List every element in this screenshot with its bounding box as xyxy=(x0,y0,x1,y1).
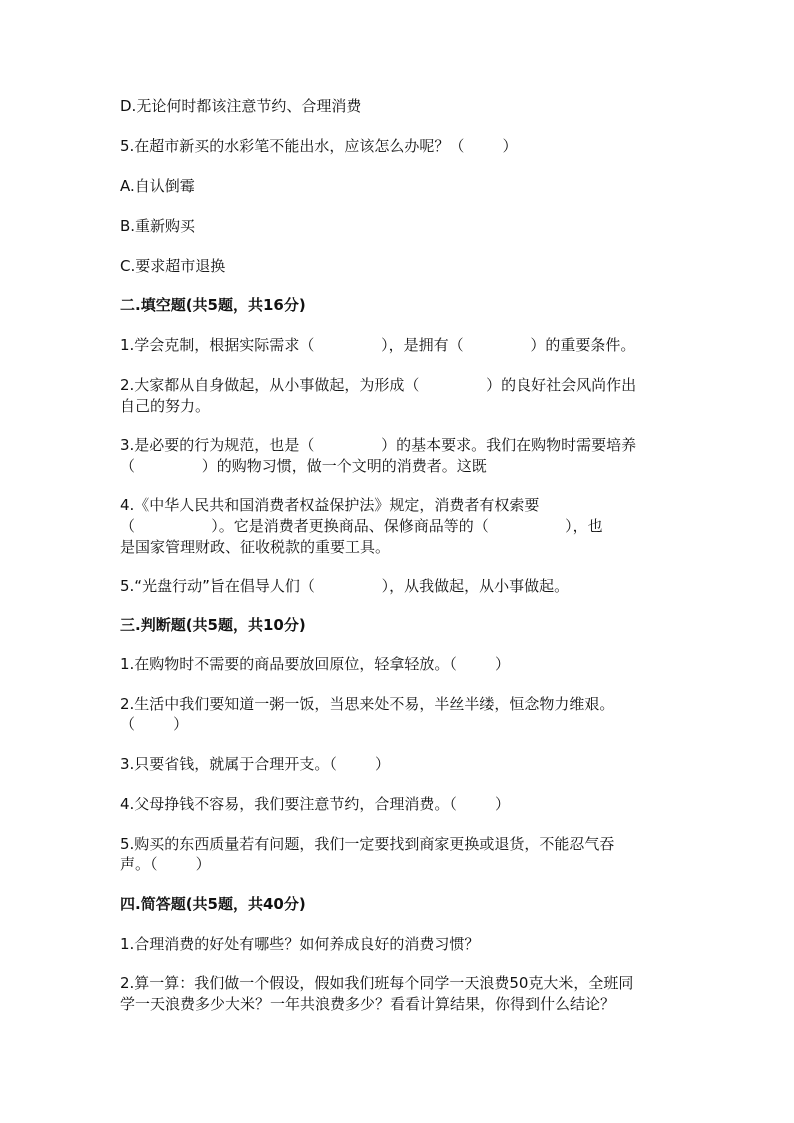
judge-question-5-line-2: 声。（ ） xyxy=(120,855,211,873)
question-5: 5.在超市新买的水彩笔不能出水，应该怎么办呢？（ ） xyxy=(120,137,518,155)
judge-question-5-line-1: 5.购买的东西质量若有问题，我们一定要找到商家更换或退货，不能忍气吞 xyxy=(120,835,615,853)
fill-question-4-line-2: （ ）。它是消费者更换商品、保修商品等的（ ），也 xyxy=(120,517,603,535)
judge-question-3: 3.只要省钱，就属于合理开支。（ ） xyxy=(120,755,390,773)
fill-question-3-line-2: （ ）的购物习惯，做一个文明的消费者。这既 xyxy=(120,457,487,475)
judge-question-1: 1.在购物时不需要的商品要放回原位，轻拿轻放。（ ） xyxy=(120,655,510,673)
option-c: C.要求超市退换 xyxy=(120,257,226,275)
judge-question-2-line-2: （ ） xyxy=(120,715,189,733)
fill-question-2-line-1: 2.大家都从自身做起，从小事做起，为形成（ ）的良好社会风尚作出 xyxy=(120,376,637,394)
option-a: A.自认倒霉 xyxy=(120,177,195,195)
judge-question-2-line-1: 2.生活中我们要知道一粥一饭，当思来处不易，半丝半缕，恒念物力维艰。 xyxy=(120,695,615,713)
short-answer-question-1: 1.合理消费的好处有哪些？如何养成良好的消费习惯？ xyxy=(120,935,480,953)
fill-question-2-line-2: 自己的努力。 xyxy=(120,397,211,415)
section-judgment-heading: 三.判断题(共5题，共10分) xyxy=(120,616,306,634)
section-fill-blank-heading: 二.填空题(共5题，共16分) xyxy=(120,296,306,314)
judge-question-4: 4.父母挣钱不容易，我们要注意节约，合理消费。（ ） xyxy=(120,795,510,813)
option-d: D.无论何时都该注意节约、合理消费 xyxy=(120,97,362,115)
fill-question-5: 5.“光盘行动”旨在倡导人们（ ），从我做起，从小事做起。 xyxy=(120,577,570,595)
section-short-answer-heading: 四.简答题(共5题，共40分) xyxy=(120,895,306,913)
option-b: B.重新购买 xyxy=(120,217,196,235)
short-answer-question-2-line-2: 学一天浪费多少大米？一年共浪费多少？看看计算结果，你得到什么结论？ xyxy=(120,995,616,1013)
fill-question-4-line-3: 是国家管理财政、征收税款的重要工具。 xyxy=(120,538,391,556)
fill-question-3-line-1: 3.是必要的行为规范，也是（ ）的基本要求。我们在购物时需要培养 xyxy=(120,436,637,454)
fill-question-4-line-1: 4.《中华人民共和国消费者权益保护法》规定，消费者有权索要 xyxy=(120,496,540,514)
fill-question-1: 1.学会克制，根据实际需求（ ），是拥有（ ）的重要条件。 xyxy=(120,336,636,354)
short-answer-question-2-line-1: 2.算一算：我们做一个假设，假如我们班每个同学一天浪费50克大米，全班同 xyxy=(120,974,634,992)
